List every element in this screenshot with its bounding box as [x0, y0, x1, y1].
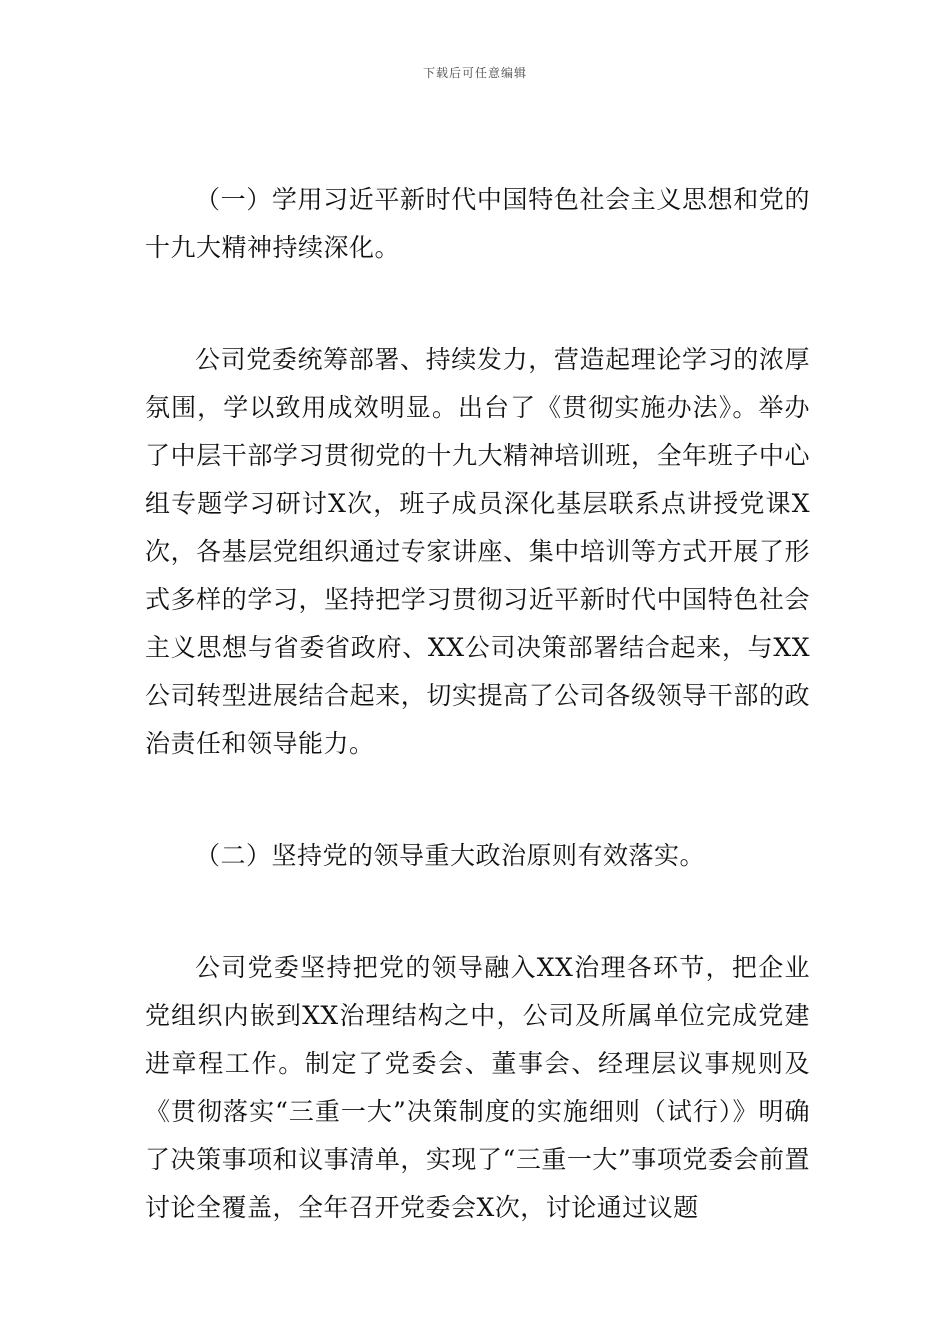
section-paragraph-2: 公司党委坚持把党的领导融入XX治理各环节，把企业党组织内嵌到XX治理结构之中，公司及所属单位完成党建进章程工作。制定了党委会、董事会、经理层议事规则及《贯彻落实“三重一大”决策制度的实施细则（试行）》明确了决策事项和议事清单，实现了“三重一大”事项党委会前置讨论全覆盖，全年召开党委会X次，讨论通过议题	[145, 953, 810, 1222]
section-heading-2: （二）坚持党的领导重大政治原则有效落实。	[195, 841, 706, 870]
section-paragraph-1: 公司党委统筹部署、持续发力，营造起理论学习的浓厚氛围，学以致用成效明显。出台了《贯彻实施办法》。举办了中层干部学习贯彻党的十九大精神培训班，全年班子中心组专题学习研讨X次，班子成员深化基层联系点讲授党课X次，各基层党组织通过专家讲座、集中培训等方式开展了形式多样的学习，坚持把学习贯彻习近平新时代中国特色社会主义思想与省委省政府、XX公司决策部署结合起来，与XX公司转型进展结合起来，切实提高了公司各级领导干部的政治责任和领导能力。	[145, 345, 810, 758]
header-note: 下载后可任意编辑	[422, 66, 527, 80]
section-heading-1: （一）学用习近平新时代中国特色社会主义思想和党的十九大精神持续深化。	[145, 185, 810, 262]
document-body	[145, 176, 810, 1232]
